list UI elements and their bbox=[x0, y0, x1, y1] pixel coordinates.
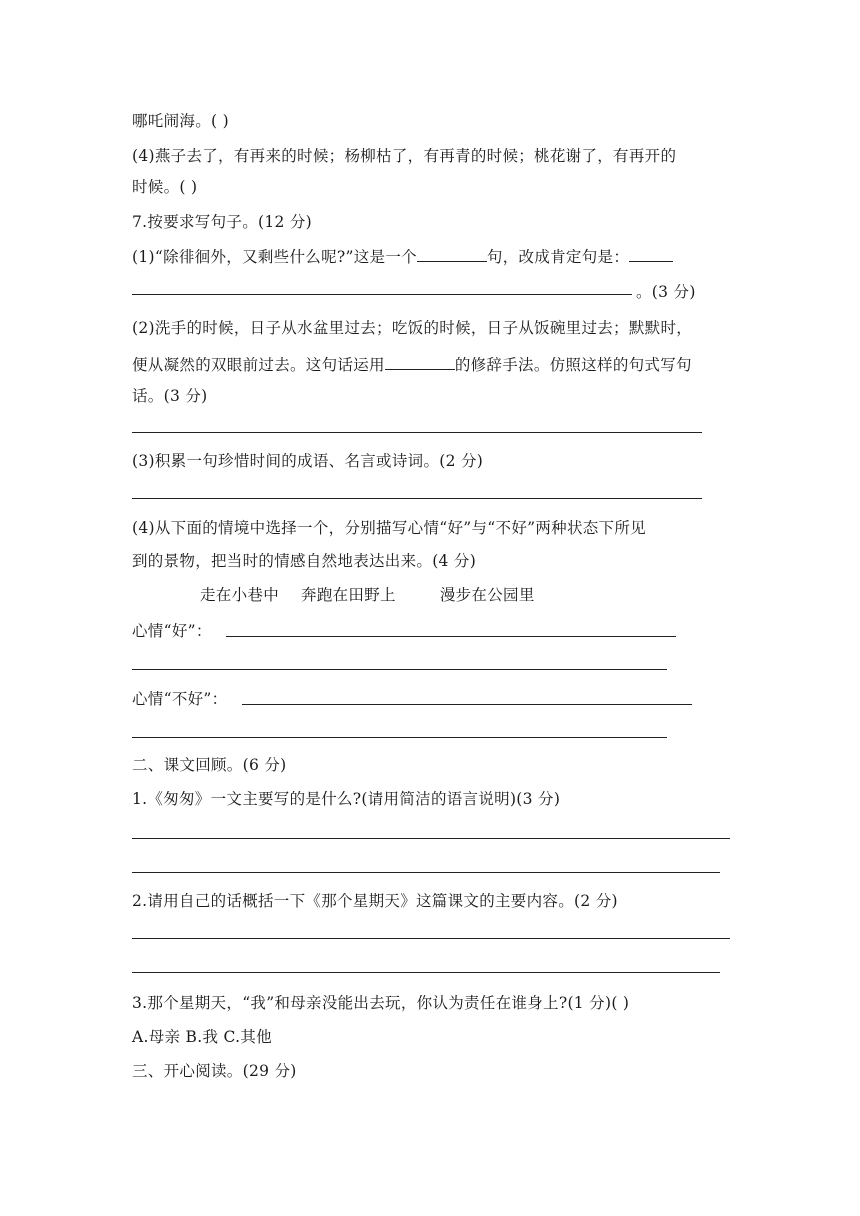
mood-bad-line-2[interactable] bbox=[132, 737, 667, 738]
text-line-item4-cont: 时候。( ) bbox=[132, 178, 198, 196]
review-q2-line-2[interactable] bbox=[132, 972, 720, 973]
mood-good-line-2[interactable] bbox=[132, 669, 667, 670]
affirmative-blank-line[interactable] bbox=[132, 294, 632, 295]
review-q2-line-1[interactable] bbox=[132, 938, 730, 939]
text-line-item4: (4)燕子去了，有再来的时候；杨柳枯了，有再青的时候；桃花谢了，有再开的 bbox=[132, 147, 677, 165]
rhetoric-blank[interactable] bbox=[385, 355, 455, 370]
sentence-type-blank[interactable] bbox=[417, 247, 487, 262]
scenario-field: 奔跑在田野上 bbox=[301, 586, 396, 604]
question-7-2-score: 话。(3 分) bbox=[132, 387, 208, 405]
review-question-3: 3.那个星期天，“我”和母亲没能出去玩，你认为责任在谁身上?(1 分)( ) bbox=[132, 994, 630, 1012]
text-line-nezha: 哪吒闹海。( ) bbox=[132, 112, 229, 130]
q7-1-text-b: 句，改成肯定句是： bbox=[486, 248, 630, 266]
mood-bad-label: 心情“不好”： bbox=[132, 690, 228, 708]
affirmative-blank-start[interactable] bbox=[629, 247, 673, 262]
review-q3-options: A.母亲 B.我 C.其他 bbox=[132, 1028, 272, 1046]
review-q1-line-1[interactable] bbox=[132, 838, 730, 839]
q7-1-score: 。(3 分) bbox=[636, 283, 696, 301]
q7-1-text-a: (1)“除徘徊外，又剩些什么呢?”这是一个 bbox=[132, 248, 417, 266]
question-7-2-cont bbox=[132, 355, 692, 375]
mood-bad-line-1[interactable] bbox=[242, 704, 692, 705]
review-question-1: 1.《匆匆》一文主要写的是什么?(请用简洁的语言说明)(3 分) bbox=[132, 790, 561, 808]
scenario-choices bbox=[200, 585, 535, 605]
scenario-park: 漫步在公园里 bbox=[439, 586, 535, 604]
question-7-4: (4)从下面的情境中选择一个，分别描写心情“好”与“不好”两种状态下所见 bbox=[132, 519, 646, 537]
section-3-heading: 三、开心阅读。(29 分) bbox=[132, 1062, 297, 1080]
mood-good-line-1[interactable] bbox=[226, 636, 676, 637]
question-7-2: (2)洗手的时候，日子从水盆里过去；吃饭的时候，日子从饭碗里过去；默默时， bbox=[132, 319, 693, 337]
scenario-alley: 走在小巷中 bbox=[200, 586, 280, 604]
review-q1-line-2[interactable] bbox=[132, 872, 720, 873]
question-7-1 bbox=[132, 247, 673, 267]
section-2-heading: 二、课文回顾。(6 分) bbox=[132, 756, 287, 774]
question-7-3: (3)积累一句珍惜时间的成语、名言或诗词。(2 分) bbox=[132, 452, 484, 470]
question-7-heading: 7.按要求写句子。(12 分) bbox=[132, 213, 313, 231]
mood-good-label: 心情“好”： bbox=[132, 622, 212, 640]
q7-3-answer-line[interactable] bbox=[132, 498, 702, 499]
q7-2-text-b: 的修辞手法。仿照这样的句式写句 bbox=[454, 356, 692, 374]
question-7-4-cont: 到的景物，把当时的情感自然地表达出来。(4 分) bbox=[132, 552, 477, 570]
review-question-2: 2.请用自己的话概括一下《那个星期天》这篇课文的主要内容。(2 分) bbox=[132, 892, 618, 910]
q7-2-answer-line[interactable] bbox=[132, 432, 702, 433]
q7-2-text-a: 便从凝然的双眼前过去。这句话运用 bbox=[132, 356, 385, 374]
